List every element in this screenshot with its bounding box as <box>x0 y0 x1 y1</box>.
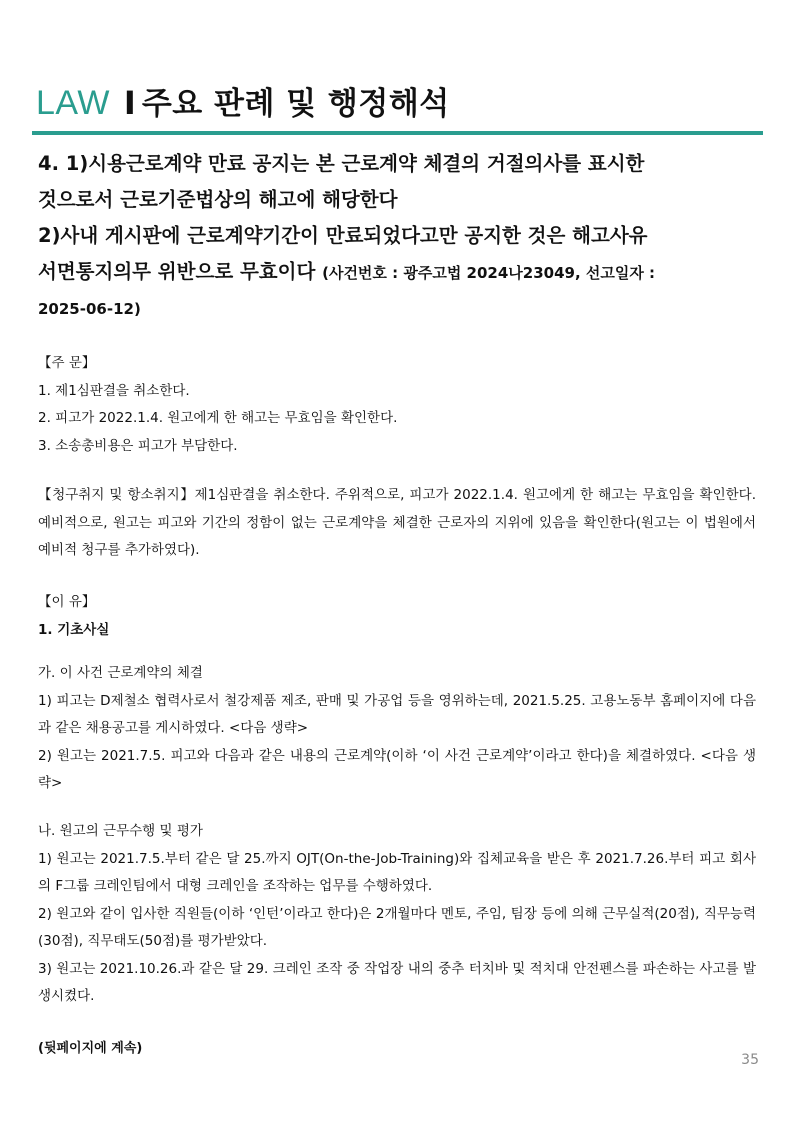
case-title-line-4 <box>38 254 760 291</box>
order-heading: 【주 문】 <box>38 355 96 371</box>
case-title-line-1: 4. 1)시용근로계약 만료 공지는 본 근로계약 체결의 거절의사를 표시한 <box>38 152 645 175</box>
header-divider <box>32 131 763 135</box>
claim-section <box>38 482 756 565</box>
case-title-line-4-text: 서면통지의무 위반으로 무효이다 <box>38 260 316 283</box>
part-a-title: 가. 이 사건 근로계약의 체결 <box>38 665 203 681</box>
case-title <box>38 146 760 327</box>
reasons-heading: 【이 유】 <box>38 594 96 610</box>
reasons-section <box>38 589 756 644</box>
page-header <box>36 86 450 120</box>
part-b-item-3: 3) 원고는 2021.10.26.과 같은 달 29. 크레인 조작 중 작업장 내의 중추 터치바 및 적치대 안전펜스를 파손하는 사고를 발생시켰다. <box>38 960 756 1004</box>
page-number: 35 <box>741 1052 759 1068</box>
section-title: 주요 판례 및 행정해석 <box>141 86 450 122</box>
part-b-title: 나. 원고의 근무수행 및 평가 <box>38 823 203 839</box>
law-label: LAW <box>36 84 110 122</box>
claim-paragraph <box>38 482 756 565</box>
case-info: (사건번호 : 광주고법 2024나23049, 선고일자 : <box>322 264 656 282</box>
claim-heading: 【청구취지 및 항소취지】 <box>38 487 195 503</box>
part-b-item-1: 1) 원고는 2021.7.5.부터 같은 달 25.까지 OJT(On-the-Job-Training)와 집체교육을 받은 후 2021.7.26.부터 피고 회사의 F그룹 크레인팀에서 대형 크레인을 조작하는 업무를 수행하였다. <box>38 850 756 894</box>
part-b-item-2: 2) 원고와 같이 입사한 직원들(이하 ‘인턴’이라고 한다)은 2개월마다 멘토, 주임, 팀장 등에 의해 근무실적(20점), 직무능력(30점), 직무태도(50점)를 평가받았다. <box>38 905 756 949</box>
part-a <box>38 660 756 798</box>
reasons-subheading: 1. 기초사실 <box>38 621 110 638</box>
case-date: 2025-06-12) <box>38 300 141 318</box>
continued-note: (뒷페이지에 계속) <box>38 1041 143 1056</box>
part-a-item-2: 2) 원고는 2021.7.5. 피고와 다음과 같은 내용의 근로계약(이하 ‘이 사건 근로계약’이라고 한다)을 체결하였다. <다음 생략> <box>38 747 756 791</box>
claim-text: 제1심판결을 취소한다. 주위적으로, 피고가 2022.1.4. 원고에게 한 해고는 무효임을 확인한다. 예비적으로, 원고는 피고와 기간의 정함이 없는 근로계약을 체결한 근로자의 지위에 있음을 확인한다(원고는 이 법원에서 예비적 청구를 추가하였다). <box>38 487 756 558</box>
order-item-3: 3. 소송총비용은 피고가 부담한다. <box>38 437 238 454</box>
case-title-line-3: 2)사내 게시판에 근로계약기간이 만료되었다고만 공지한 것은 해고사유 <box>38 224 648 247</box>
order-item-1: 1. 제1심판결을 취소한다. <box>38 382 190 399</box>
order-section <box>38 350 756 460</box>
part-a-item-1: 1) 피고는 D제철소 협력사로서 철강제품 제조, 판매 및 가공업 등을 영위하는데, 2021.5.25. 고용노동부 홈페이지에 다음과 같은 채용공고를 게시하였다. <다음 생략> <box>38 692 756 736</box>
part-b <box>38 818 756 1011</box>
order-item-2: 2. 피고가 2022.1.4. 원고에게 한 해고는 무효임을 확인한다. <box>38 410 398 426</box>
case-title-line-2: 것으로서 근로기준법상의 해고에 해당한다 <box>38 188 398 211</box>
header-separator: I <box>123 84 136 122</box>
